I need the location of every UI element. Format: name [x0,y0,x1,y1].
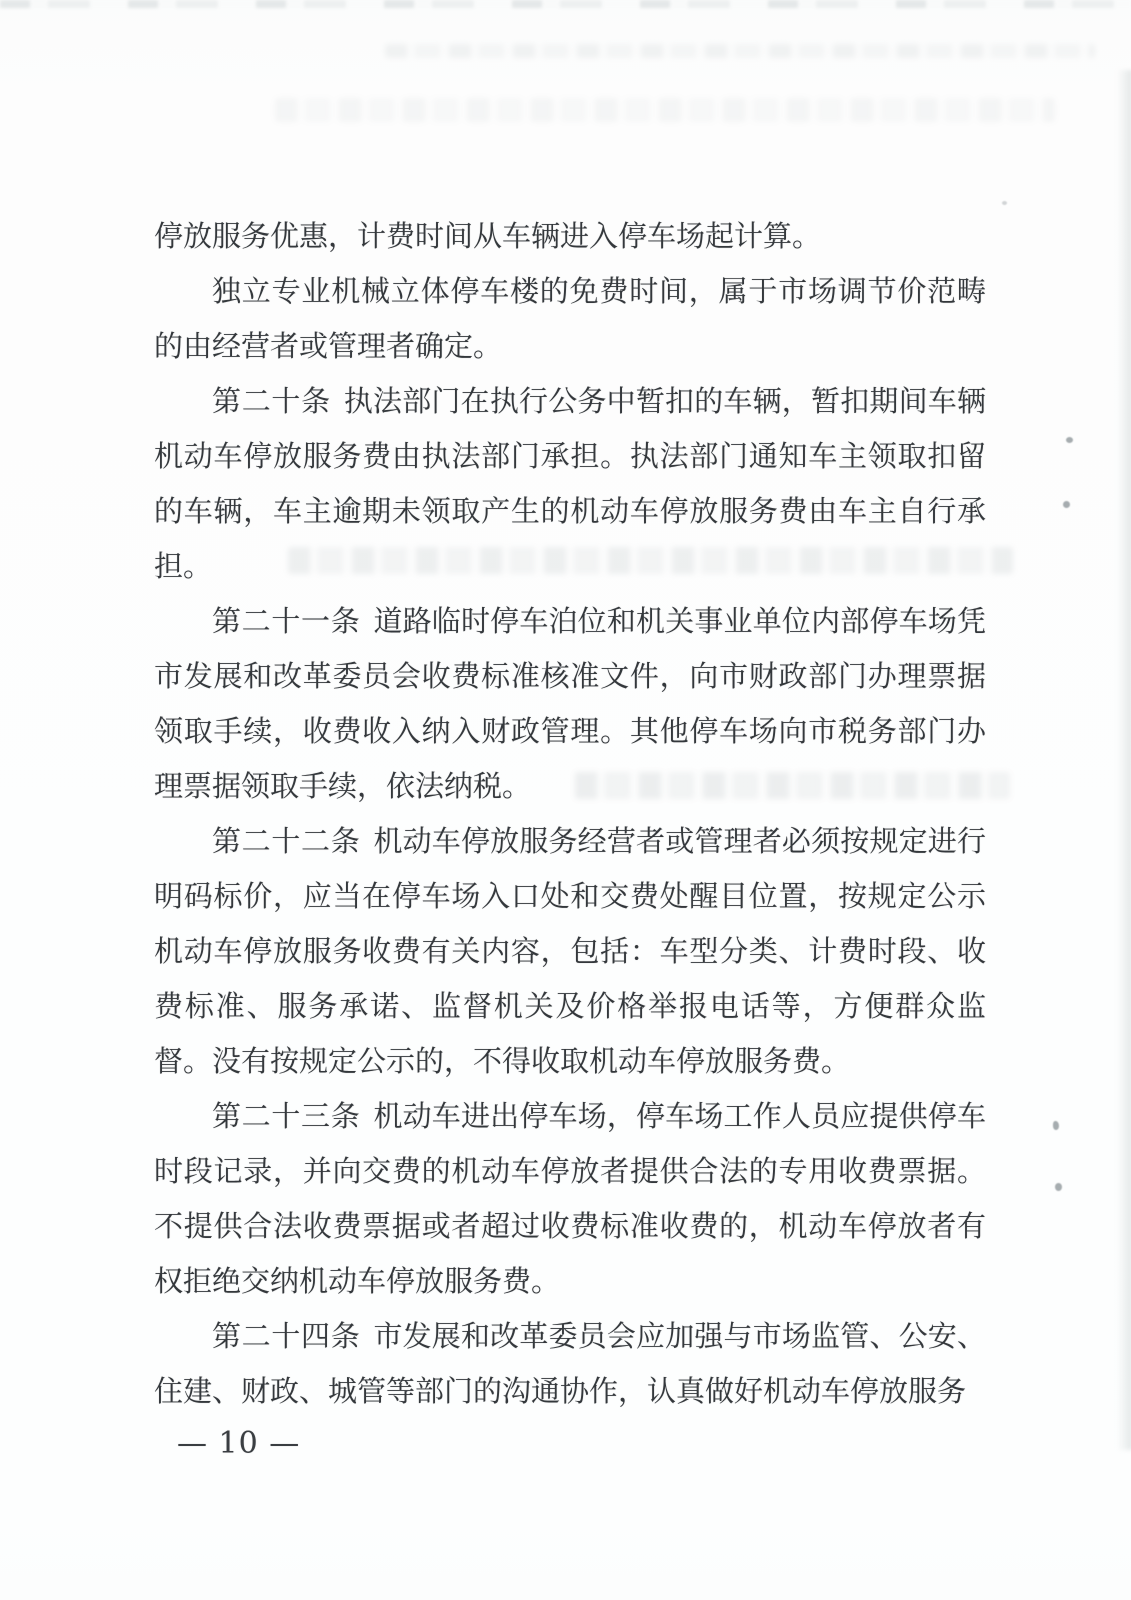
paragraph-article-22 [154,814,986,1089]
scan-artifact-top-strip [0,0,1131,8]
scan-artifact-speck [1053,1121,1059,1130]
paragraph [154,209,986,264]
paragraph-article-23 [154,1089,986,1309]
paragraph-text: 道路临时停车泊位和机关事业单位内部停车场凭市发展和改革委员会收费标准核准文件，向市财政部门办理票据领取手续，收费收入纳入财政管理。其他停车场向市税务部门办理票据领取手续，依法纳税。 [154,604,986,803]
paragraph-article-20 [154,374,986,594]
paragraph-text: 市发展和改革委员会应加强与市场监管、公安、住建、财政、城管等部门的沟通协作，认真做好机动车停放服务 [154,1319,986,1408]
paragraph-text: 机动车进出停车场，停车场工作人员应提供停车时段记录，并向交费的机动车停放者提供合法的专用收费票据。不提供合法收费票据或者超过收费标准收费的，机动车停放者有权拒绝交纳机动车停放服务费。 [154,1099,986,1298]
paragraph-text: 机动车停放服务经营者或管理者必须按规定进行明码标价，应当在停车场入口处和交费处醒目位置，按规定公示机动车停放服务收费有关内容，包括：车型分类、计费时段、收费标准、服务承诺、监督机关及价格举报电话等，方便群众监督。没有按规定公示的，不得收取机动车停放服务费。 [154,824,986,1078]
scan-artifact-speck [1002,201,1007,205]
article-number: 第二十四条 [212,1319,361,1353]
scan-artifact-edge-shading [1117,70,1131,1450]
page-number: — 10 — [177,1426,301,1461]
scan-artifact-speck [1063,501,1070,508]
article-number: 第二十三条 [212,1099,361,1133]
article-number: 第二十一条 [212,604,361,638]
paragraph-text: 执法部门在执行公务中暂扣的车辆，暂扣期间车辆机动车停放服务费由执法部门承担。执法部门通知车主领取扣留的车辆，车主逾期未领取产生的机动车停放服务费由车主自行承担。 [154,384,986,583]
paragraph-article-24 [154,1309,986,1419]
paragraph-text: 停放服务优惠，计费时间从车辆进入停车场起计算。 [154,219,822,253]
paragraph-text: 独立专业机械立体停车楼的免费时间，属于市场调节价范畴的由经营者或管理者确定。 [154,274,986,363]
scan-artifact-ghost-text [385,44,1095,58]
article-number: 第二十条 [212,384,331,418]
scan-artifact-ghost-text [275,98,1055,122]
scan-artifact-speck [1066,437,1073,443]
document-body [154,209,986,1419]
paragraph [154,264,986,374]
scan-artifact-speck [1055,1183,1062,1191]
article-number: 第二十二条 [212,824,361,858]
paragraph-article-21 [154,594,986,814]
